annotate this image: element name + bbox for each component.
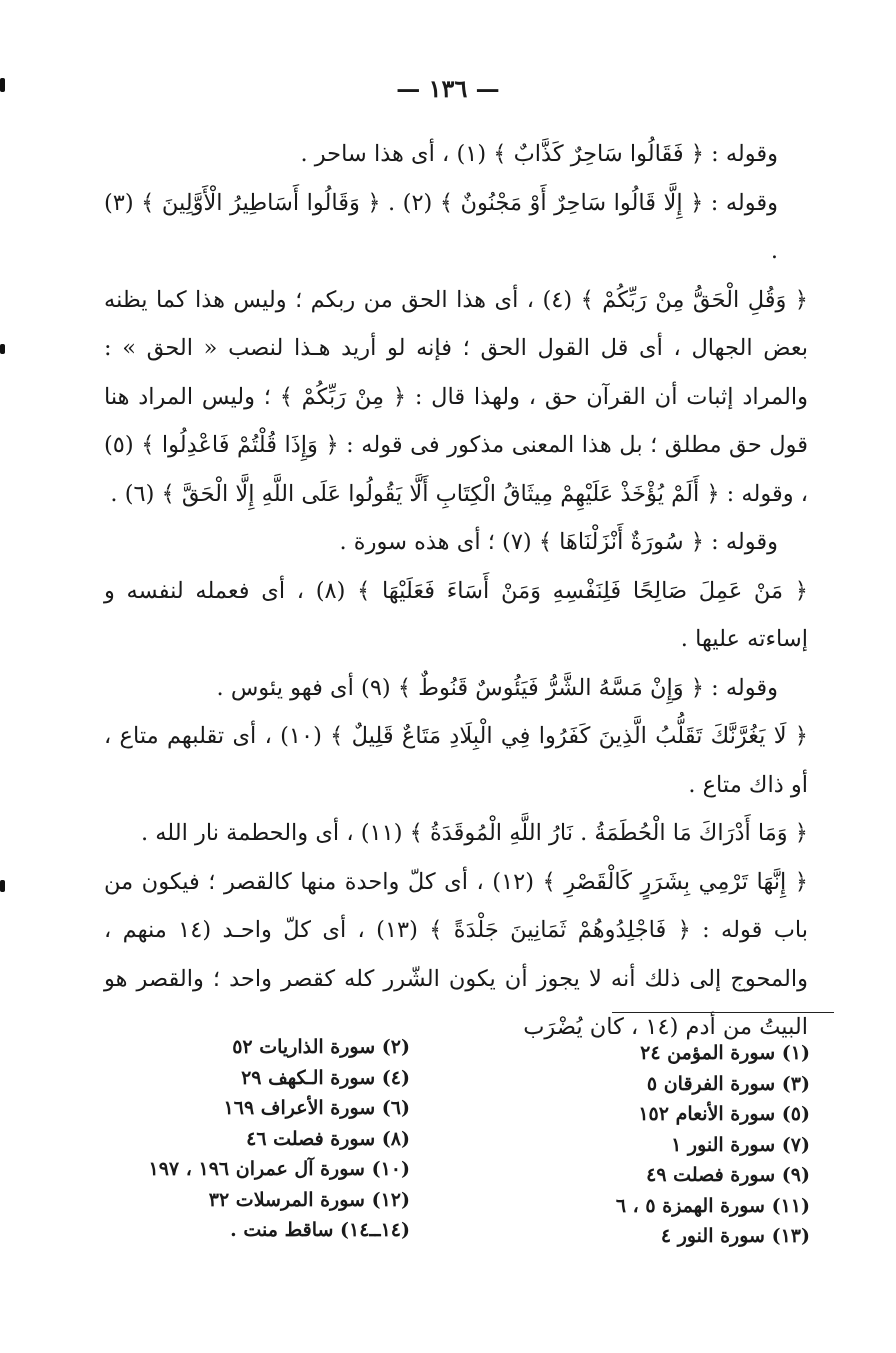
footnotes-left-column bbox=[110, 1032, 410, 1246]
paragraph: ﴿ لَا يَغُرَّنَّكَ تَقَلُّبُ الَّذِينَ كَفَرُوا فِي الْبِلَادِ مَتَاعٌ قَلِيلٌ ﴾ (١٠) ، أى تقلبهم متاع ، أو ذاك متاع . bbox=[104, 723, 808, 798]
paragraph: وقوله : ﴿ فَقَالُوا سَاحِرٌ كَذَّابٌ ﴾ (١) ، أى هذا ساحر . bbox=[300, 141, 778, 167]
footnote: (١٣) سورة النور ٤ bbox=[660, 1225, 810, 1247]
paragraph: وقوله : ﴿ وَإِنْ مَسَّهُ الشَّرُّ فَيَئُوسٌ قَنُوطٌ ﴾ (٩) أى فهو يئوس . bbox=[216, 674, 778, 701]
paragraph: ﴿ وَقُلِ الْحَقُّ مِنْ رَبِّكُمْ ﴾ (٤) ، أى هذا الحق من ربكم ؛ وليس هذا كما يظنه بعض الجهال ، أى قل القول الحق ؛ فإنه لو أريد هـذا لنصب « الحق » : والمراد إثبات أن القرآن حق ، ولهذا قال : ﴿ مِنْ رَبِّكُمْ ﴾ ؛ وليس المراد هنا قول حق مطلق ؛ بل هذا المعنى مذكور فى قوله : ﴿ وَإِذَا قُلْتُمْ فَاعْدِلُوا ﴾ (٥) ، وقوله : ﴿ أَلَمْ يُؤْخَذْ عَلَيْهِمْ مِيثَاقُ الْكِتَابِ أَلَّا يَقُولُوا عَلَى اللَّهِ إِلَّا الْحَقَّ ﴾ (٦) . bbox=[104, 286, 808, 507]
body-text bbox=[104, 130, 836, 1052]
paragraph: ﴿ وَمَا أَدْرَاكَ مَا الْحُطَمَةُ . نَارُ اللَّهِ الْمُوقَدَةُ ﴾ (١١) ، أى والحطمة نار الله . bbox=[140, 820, 808, 846]
footnote: (٥) سورة الأنعام ١٥٢ bbox=[638, 1103, 810, 1125]
footnote: (٨) سورة فصلت ٤٦ bbox=[246, 1127, 410, 1150]
footnote-divider bbox=[612, 1012, 834, 1013]
footnote: (١١) سورة الهمزة ٥ ، ٦ bbox=[615, 1194, 810, 1217]
page-number: — ١٣٦ — bbox=[396, 74, 500, 103]
paragraph: ﴿ مَنْ عَمِلَ صَالِحًا فَلِنَفْسِهِ وَمَنْ أَسَاءَ فَعَلَيْهَا ﴾ (٨) ، أى فعمله لنفسه و إساءته عليها . bbox=[104, 577, 808, 652]
scan-edge-mark bbox=[0, 344, 5, 354]
footnote: (١٤ــ١٤) ساقط منت . bbox=[230, 1219, 410, 1241]
paragraph: وقوله : ﴿ إِلَّا قَالُوا سَاحِرٌ أَوْ مَجْنُونٌ ﴾ (٢) . ﴿ وَقَالُوا أَسَاطِيرُ الْأَوَّلِينَ ﴾ (٣) . bbox=[104, 189, 779, 264]
footnote: (٣) سورة الفرقان ٥ bbox=[646, 1072, 810, 1095]
footnote: (١٢) سورة المرسلات ٣٢ bbox=[208, 1188, 410, 1211]
footnote: (٧) سورة النور ١ bbox=[671, 1133, 810, 1156]
footnote: (٩) سورة فصلت ٤٩ bbox=[646, 1164, 810, 1186]
footnote: (١٠) سورة آل عمران ١٩٦ ، ١٩٧ bbox=[148, 1158, 410, 1180]
footnote: (٦) سورة الأعراف ١٦٩ bbox=[223, 1097, 410, 1119]
footnote: (٤) سورة الـكهف ٢٩ bbox=[241, 1066, 410, 1089]
footnote: (٢) سورة الذاريات ٥٢ bbox=[232, 1036, 410, 1058]
scan-edge-mark bbox=[0, 880, 5, 892]
footnotes-right-column bbox=[540, 1038, 810, 1252]
paragraph: ﴿ إِنَّهَا تَرْمِي بِشَرَرٍ كَالْقَصْرِ ﴾ (١٢) ، أى كلّ واحدة منها كالقصر ؛ فيكون من باب قوله : ﴿ فَاجْلِدُوهُمْ ثَمَانِينَ جَلْدَةً ﴾ (١٣) ، أى كلّ واحـد (١٤ منهم ، والمحوج إلى ذلك أنه لا يجوز أن يكون الشّرر كله كقصر واحد ؛ والقصر هو البيتُ من أدم (١٤ ، كان يُضْرَب bbox=[104, 868, 808, 1040]
footnote: (١) سورة المؤمن ٢٤ bbox=[640, 1042, 810, 1064]
paragraph: وقوله : ﴿ سُورَةٌ أَنْزَلْنَاهَا ﴾ (٧) ؛ أى هذه سورة . bbox=[339, 529, 778, 555]
